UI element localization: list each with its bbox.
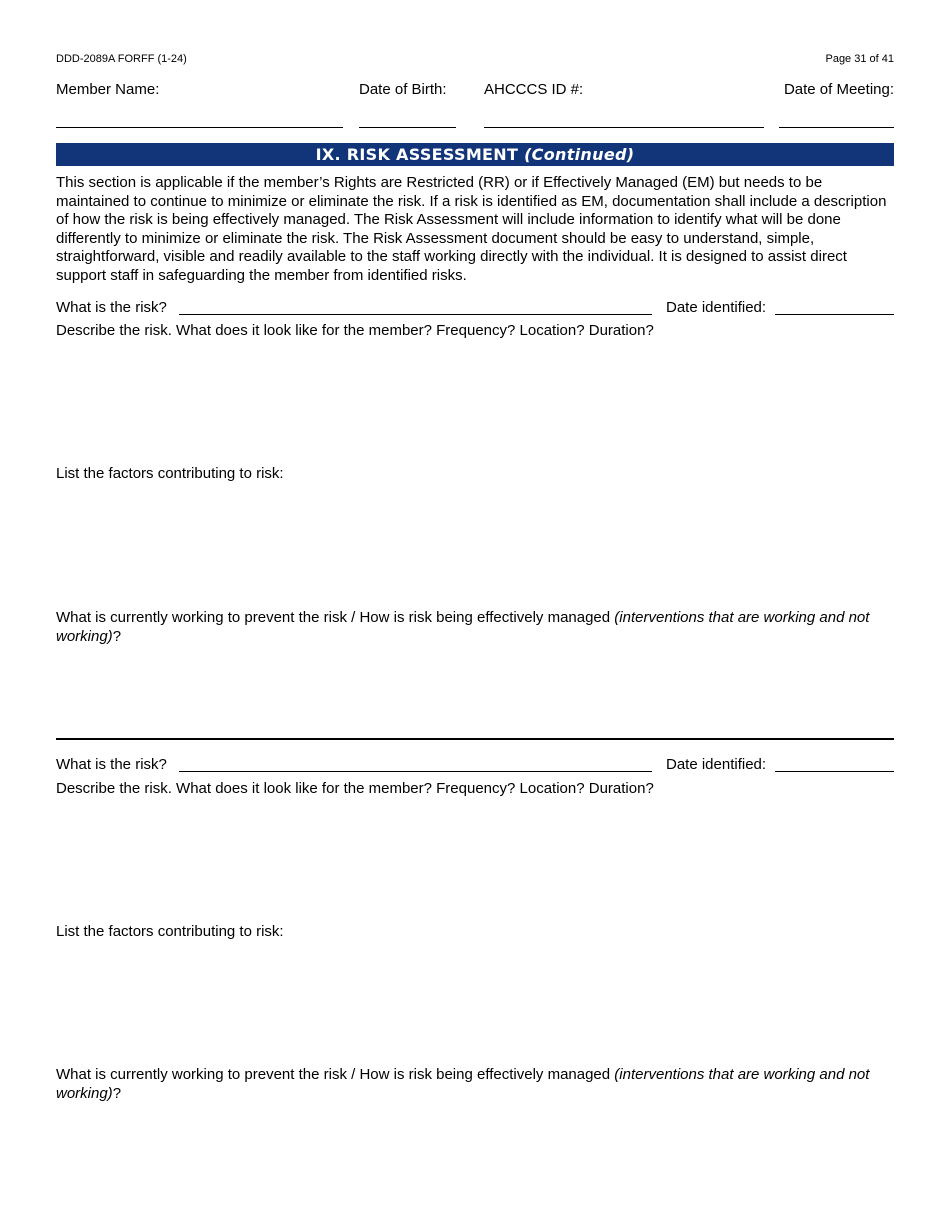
risk-question-label: What is the risk? (56, 756, 167, 773)
page-number: Page 31 of 41 (825, 53, 894, 65)
describe-risk-label: Describe the risk. What does it look like for the member? Frequency? Location? Duration? (56, 322, 654, 339)
describe-risk-area[interactable] (56, 802, 894, 917)
risk-field[interactable] (179, 771, 652, 772)
form-id: DDD-2089A FORFF (1-24) (56, 53, 187, 65)
date-of-meeting-label: Date of Meeting: (783, 81, 894, 98)
describe-risk-label: Describe the risk. What does it look like for the member? Frequency? Location? Duration? (56, 780, 654, 797)
date-identified-label: Date identified: (666, 299, 767, 316)
date-identified-label: Date identified: (666, 756, 767, 773)
date-of-birth-field[interactable] (359, 127, 456, 128)
date-of-meeting-field[interactable] (779, 127, 894, 128)
currently-working-area[interactable] (56, 1108, 894, 1198)
member-name-field[interactable] (56, 127, 343, 128)
member-name-label: Member Name: (56, 81, 160, 98)
section-intro: This section is applicable if the member’s Rights are Restricted (RR) or if Effectively Managed (EM) but needs to be maintained to continue to minimize or eliminate the risk. If a risk is identified as EM, documentation shall include a description of how the risk is being effectively managed. The Risk Assessment will include information to identify what will be done differently to minimize or eliminate the risk. The Risk Assessment document should be easy to understand, simple, straightforward, visible and readily available to the staff working directly with the individual. It is designed to assist direct support staff in safeguarding the member from identified risks. (56, 174, 887, 284)
risk-question-label: What is the risk? (56, 299, 167, 316)
describe-risk-area[interactable] (56, 344, 894, 459)
factors-label: List the factors contributing to risk: (56, 923, 284, 940)
date-identified-field[interactable] (775, 771, 894, 772)
block-divider (56, 738, 894, 740)
currently-working-lead: What is currently working to prevent the risk / How is risk being effectively managed (56, 609, 615, 626)
factors-label: List the factors contributing to risk: (56, 465, 284, 482)
currently-working-label (56, 1066, 886, 1103)
ahcccs-id-label: AHCCCS ID #: (484, 81, 584, 98)
risk-field[interactable] (179, 314, 652, 315)
currently-working-area[interactable] (56, 650, 894, 732)
currently-working-label (56, 609, 886, 646)
currently-working-end: ? (112, 1084, 122, 1102)
section-title-banner (56, 143, 894, 166)
section-title-suffix: (Continued) (524, 145, 635, 164)
currently-working-note: (interventions that are working and not working) (56, 1066, 870, 1102)
date-of-birth-label: Date of Birth: (359, 81, 447, 98)
currently-working-end: ? (112, 627, 122, 645)
date-identified-field[interactable] (775, 314, 894, 315)
currently-working-lead: What is currently working to prevent the risk / How is risk being effectively managed (56, 1066, 615, 1083)
currently-working-note: (interventions that are working and not working) (56, 609, 870, 645)
section-title: IX. RISK ASSESSMENT (315, 145, 519, 164)
factors-area[interactable] (56, 487, 894, 602)
factors-area[interactable] (56, 945, 894, 1060)
ahcccs-id-field[interactable] (484, 127, 764, 128)
